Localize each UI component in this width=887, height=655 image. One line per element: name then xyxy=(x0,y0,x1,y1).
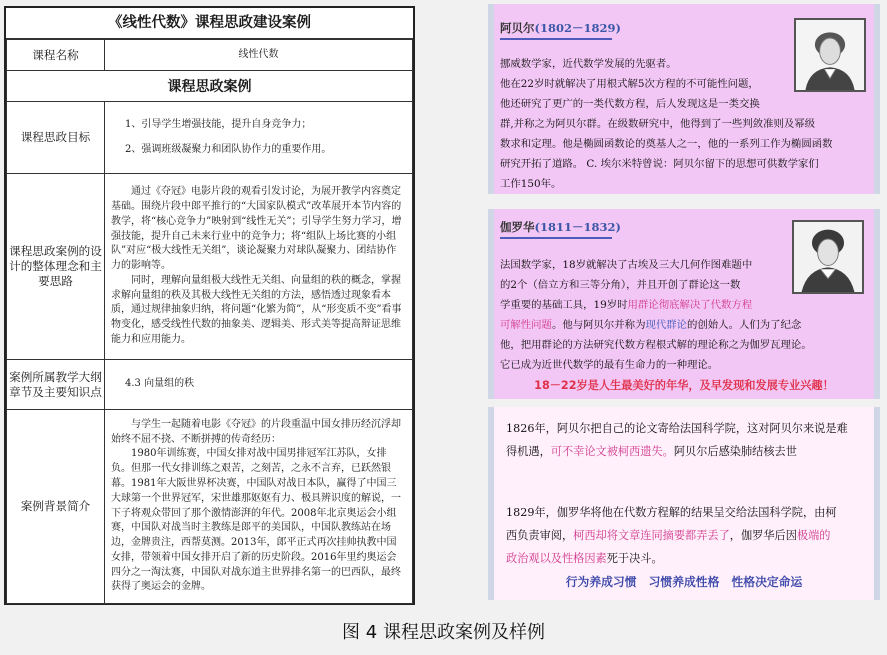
story-text: ，伽罗华后因 xyxy=(729,529,797,542)
chapter-value: 4.3 向量组的秩 xyxy=(105,360,413,410)
bio-text: 。他与阿贝尔并称为 xyxy=(551,319,646,331)
story-paragraph-galois xyxy=(506,501,866,570)
goal-item: 2、强调班级凝聚力和团队协作力的重要作用。 xyxy=(125,143,332,155)
bio-text: 学重要的基础工具，19岁时 xyxy=(500,299,628,311)
bio-line: 研究开拓了道路。 C. 埃尔米特曾说：阿贝尔留下的思想可供数学家们 xyxy=(500,158,819,170)
youth-slogan: 18－22岁是人生最美好的年华，及早发现和发展专业兴趣！ xyxy=(534,379,834,392)
story-panel xyxy=(488,407,880,600)
highlight-text: 可不幸论文被柯西遗失。 xyxy=(550,445,674,458)
bio-line: 他还研究了更广的一类代数方程，后人发现这是一类交换 xyxy=(500,98,760,110)
galois-panel xyxy=(488,209,880,399)
name-underline xyxy=(500,38,612,40)
bio-line xyxy=(500,295,868,315)
bio-line: 挪威数学家，近代数学发展的先驱者。 xyxy=(500,58,677,70)
galois-bio xyxy=(500,255,868,375)
story-line xyxy=(506,547,866,570)
highlight-text: 极端的 xyxy=(796,529,831,542)
abel-years: (1802－1829) xyxy=(534,21,621,35)
abel-name-text: 阿贝尔 xyxy=(500,21,535,35)
bio-line: 数求和定理。他是椭圆函数论的奠基人之一，他的一系列工作为椭圆函数 xyxy=(500,138,833,150)
section-heading: 课程思政案例 xyxy=(7,71,413,102)
design-paragraph: 同时，理解向量组极大线性无关组、向量组的秩的概念，掌握求解向量组的秩及其极大线性无关组的方法，感悟透过现象看本质，通过规律抽象归纳，将问题“化繁为简”，从“形变质不变”看事物变化，感受线性代数的抽象美、逻辑美、形式美等提高辩证思维能力和应用能力。 xyxy=(111,274,402,346)
bio-text: 的创始人。人们为了纪念 xyxy=(687,319,802,331)
bio-line: 它已成为近世代数学的最有生命力的一种理论。 xyxy=(500,359,719,371)
abel-name xyxy=(500,20,621,36)
background-label: 案例背景简介 xyxy=(7,410,105,604)
background-text xyxy=(105,410,413,604)
background-paragraph: 与学生一起随着电影《夺冠》的片段重温中国女排历经沉浮却始终不屈不挠、不断拼搏的传奇经历： xyxy=(111,418,401,445)
bio-line: 他在22岁时就解决了用根式解5次方程的不可能性问题， xyxy=(500,78,759,90)
story-text: 西负责审阅， xyxy=(506,529,574,542)
case-document xyxy=(4,6,415,605)
design-paragraph: 通过《夺冠》电影片段的观看引发讨论，为展开教学内容奠定基础。围绕片段中郎平推行的“大国家队模式”改革展开本节内容的教学，将“核心竞争力”映射到“线性无关”；引导学生努力学习，增强技能，提升自己未来行业中的竞争力；将“组队上场比赛的小组队”对应“极大线性无关组”，谈论凝聚力对球队凝聚力、团结协作力的影响等。 xyxy=(111,186,402,272)
design-label: 课程思政案例的设计的整体理念和主要思路 xyxy=(7,174,105,360)
story-text: 阿贝尔后感染肺结核去世 xyxy=(673,445,797,458)
bio-line: 工作150年。 xyxy=(500,178,562,190)
name-underline xyxy=(500,237,612,239)
figure-caption: 图 4 课程思政案例及样例 xyxy=(342,622,545,643)
galois-name-text: 伽罗华 xyxy=(500,220,535,234)
story-text: 得机遇， xyxy=(506,445,551,458)
highlight-text: 用群论彻底解决了代数方程 xyxy=(627,299,753,311)
abel-bio xyxy=(500,54,868,194)
highlight-text: 可解性问题 xyxy=(500,319,552,331)
case-table xyxy=(6,39,413,604)
highlight-text: 柯西却将文章连同摘要都弄丢了 xyxy=(573,529,730,542)
story-paragraph-abel xyxy=(506,417,866,463)
goal-label: 课程思政目标 xyxy=(7,102,105,174)
bio-line xyxy=(500,315,868,335)
bio-line: 的2个（倍立方和三等分角），并且开创了群论这一数 xyxy=(500,279,741,291)
goal-item: 1、引导学生增强技能，提升自身竞争力； xyxy=(125,118,312,130)
habit-slogan: 行为养成习惯 习惯养成性格 性格决定命运 xyxy=(565,575,803,589)
document-title: 《线性代数》课程思政建设案例 xyxy=(6,8,413,39)
story-line xyxy=(506,440,866,463)
design-text xyxy=(105,174,413,360)
story-line xyxy=(506,524,866,547)
highlight-text: 现代群论 xyxy=(645,319,688,331)
abel-panel xyxy=(488,4,880,194)
course-name-label: 课程名称 xyxy=(7,40,105,71)
story-line: 1829年，伽罗华将他在代数方程解的结果呈交给法国科学院，由柯 xyxy=(506,506,837,519)
galois-name xyxy=(500,219,621,235)
goal-list xyxy=(105,102,413,174)
bio-line: 法国数学家，18岁就解决了古埃及三大几何作图难题中 xyxy=(500,259,753,271)
background-paragraph: 1980年训练赛，中国女排对战中国男排冠军江苏队，女排负。但那一代女排训练之艰苦，之刻苦，之永不言弃，已跃然银幕。1981年大阪世界杯决赛，中国队对战日本队，赢得了中国三大球第一个世界冠军，宋世雄那妪妪有力、极具辨识度的解说，一下子将观众带回了那个激情澎湃的年代。2008年北京奥运会小组赛，中国队对战当时主教练是郎平的美国队，中国队教练站在场边，金牌贵注，西帮莫测。2013年，郎平正式再次挂帅执教中国女排，带领着中国女排开启了新的历史阶段。2016年里约奥运会四分之一淘汰赛，中国队对战东道主世界排名第一的巴西队，最终获得了奥运会的金牌。 xyxy=(111,448,401,593)
bio-line: 他，把用群论的方法研究代数方程根式解的理论称之为伽罗瓦理论。 xyxy=(500,339,812,351)
bio-line: 群,并称之为阿贝尔群。在级数研究中，他得到了一些判敛准则及幂级 xyxy=(500,118,816,130)
story-text: 死于决斗。 xyxy=(606,552,663,565)
course-name-value: 线性代数 xyxy=(105,40,413,71)
story-line: 1826年，阿贝尔把自己的论文寄给法国科学院，这对阿贝尔来说是难 xyxy=(506,422,848,435)
galois-years: (1811－1832) xyxy=(534,220,621,234)
chapter-label: 案例所属教学大纲章节及主要知识点 xyxy=(7,360,105,410)
highlight-text: 政治观以及性格因素 xyxy=(506,552,607,565)
